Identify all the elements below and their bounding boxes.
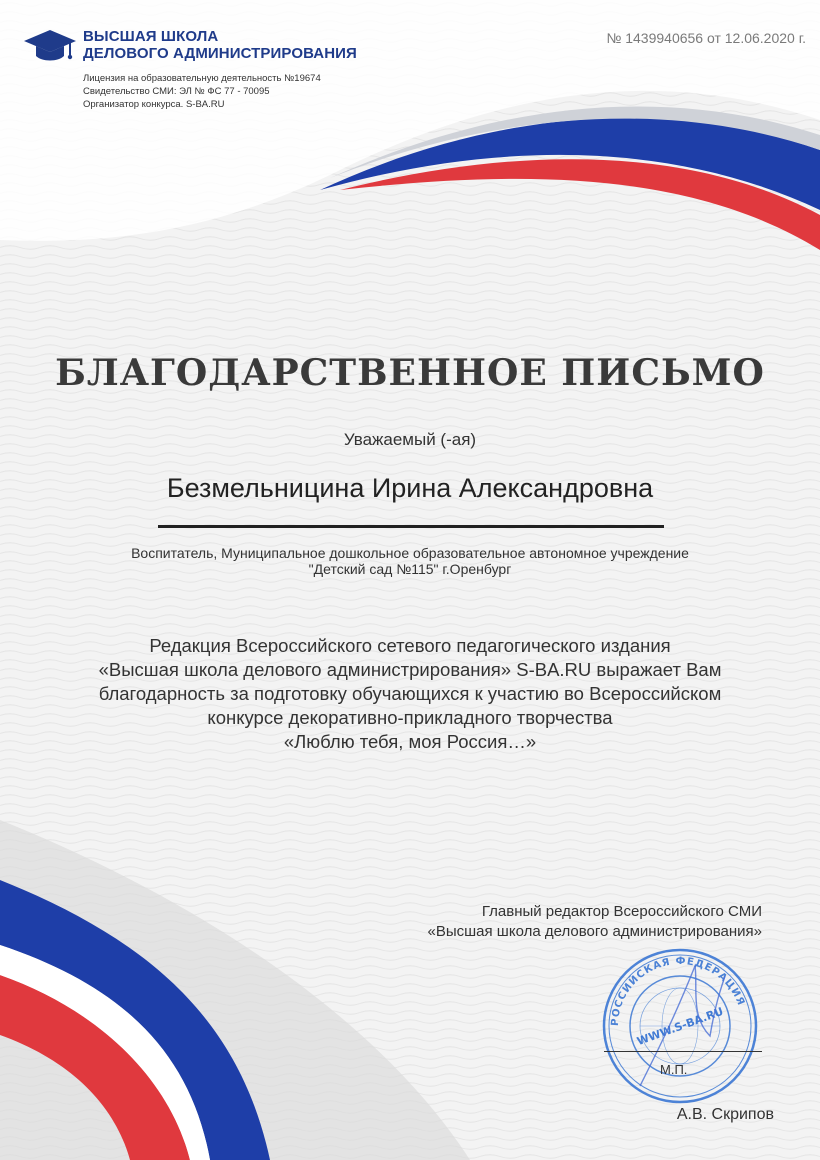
org-name-line-1: ВЫСШАЯ ШКОЛА [83, 28, 219, 45]
organization-name [83, 28, 403, 62]
media-certificate-text: Свидетельство СМИ: ЭЛ № ФС 77 - 70095 [83, 86, 270, 97]
body-line: «Высшая школа делового администрирования» S-BA.RU выражает Вам [98, 659, 722, 680]
editor-line: «Высшая школа делового администрирования» [427, 923, 762, 940]
body-line: благодарность за подготовку обучающихся к участию во Всероссийском [98, 683, 722, 704]
position-line: "Детский сад №115" г.Оренбург [308, 561, 512, 577]
letter-body [30, 634, 790, 754]
license-text: Лицензия на образовательную деятельность №19674 [83, 73, 321, 84]
body-line: конкурсе декоративно-прикладного творчества [207, 707, 613, 728]
recipient-position [40, 545, 780, 577]
signature-line [604, 1051, 762, 1052]
letter-title: БЛАГОДАРСТВЕННОЕ ПИСЬМО [55, 352, 765, 394]
editor-title [428, 902, 762, 942]
stamp-ring-text: РОССИЙСКАЯ ФЕДЕРАЦИЯ [609, 955, 747, 1027]
organizer-text: Организатор конкурса. S-BA.RU [83, 99, 225, 110]
official-stamp [600, 946, 760, 1106]
body-line: Редакция Всероссийского сетевого педагогического издания [149, 635, 671, 656]
recipient-name: Безмельницина Ирина Александровна [166, 473, 654, 503]
signer-name: А.В. Скрипов [676, 1106, 774, 1123]
editor-line: Главный редактор Всероссийского СМИ [481, 903, 762, 920]
org-name-line-2: ДЕЛОВОГО АДМИНИСТРИРОВАНИЯ [83, 45, 357, 62]
position-line: Воспитатель, Муниципальное дошкольное образовательное автономное учреждение [131, 545, 689, 561]
stamp-place-label: М.П. [660, 1062, 688, 1077]
stamp-center-text: WWW.S-BA.RU [635, 1004, 726, 1049]
name-underline [158, 525, 664, 528]
organization-info [83, 72, 423, 111]
body-line: «Люблю тебя, моя Россия…» [283, 731, 537, 752]
greeting: Уважаемый (-ая) [343, 430, 477, 449]
graduation-cap-icon [24, 28, 76, 64]
document-number: № 1439940656 от 12.06.2020 г. [606, 30, 806, 46]
